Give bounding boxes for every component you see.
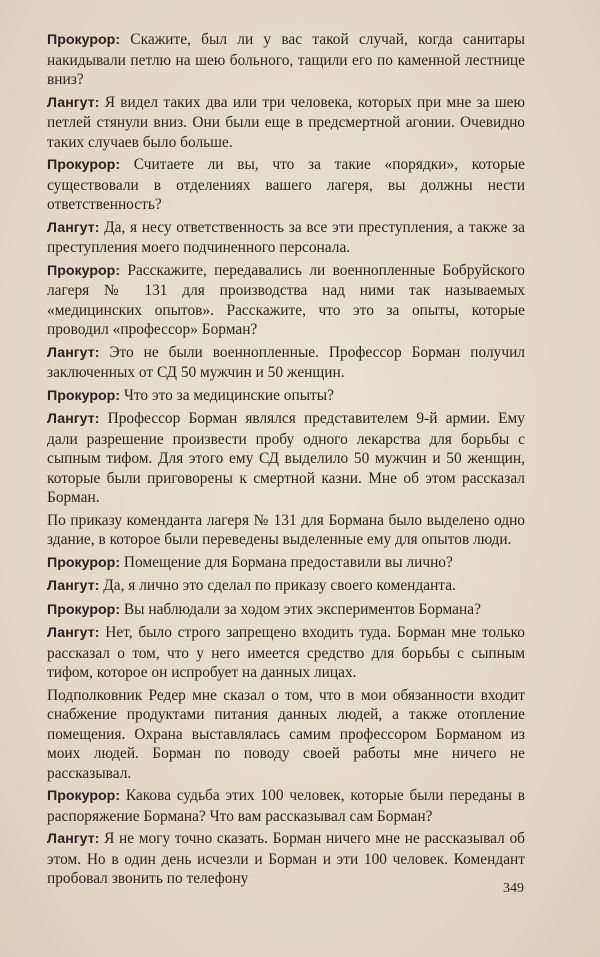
speaker-label: Лангут: [47,94,100,111]
paragraph [47,409,525,508]
speaker-label: Прокурор: [47,387,121,404]
paragraph [47,261,525,340]
paragraph-text: По приказу коменданта лагеря № 131 для Бормана было выделено одно здание, в которое были переведены выделенные ему для опытов люди. [47,511,525,548]
speaker-label: Лангут: [47,411,100,427]
paragraph-text: Вы наблюдали за ходом этих экспериментов Бормана? [120,600,481,618]
paragraph-text: Считаете ли вы, что за такие «порядки», которые существовали в отделениях вашего лагеря, вы должны нести ответственность? [47,156,525,213]
paragraph-text: Расскажите, передавались ли военнопленные Бобруйского лагеря № 131 для производства над ними так называемых «медицинских опытов». Расскажите, что это за опыты, которые проводил «профессор» Борман? [47,261,525,338]
paragraph-text: Какова судьба этих 100 человек, которые были переданы в распоряжение Бормана? Что вам рассказывал сам Борман? [47,787,525,825]
page-body [47,30,525,892]
speaker-label: Лангут: [47,344,100,361]
paragraph [47,343,525,383]
paragraph-text: Нет, было строго запрещено входить туда. Борман мне только рассказал о том, что у него имеется средство для борьбы с сыпным тифом, которое он испробует на данных лицах. [47,624,525,681]
paragraph [47,686,525,784]
paragraph [47,93,525,153]
paragraph-text: Да, я несу ответственность за все эти преступления, а также за преступления моего подчиненного персонала. [47,218,525,256]
paragraph-text: Скажите, был ли у вас такой случай, когда санитары накидывали петлю на шею больного, тащили его по каменной лестнице вниз? [47,31,525,88]
paragraph [47,218,525,258]
paragraph [47,386,525,407]
paragraph [47,155,525,215]
speaker-label: Прокурор: [47,601,121,618]
paragraph-text: Подполковник Редер мне сказал о том, что в мои обязанности входит снабжение продуктами питания данных людей, а также отопление помещения. Охрана выставлялась самим профессором Борманом из моих людей. Борман по поводу своей работы мне ничего не рассказывал. [47,686,525,782]
paragraph-text: Я не могу точно сказать. Борман ничего мне не рассказывал об этом. Но в один день исчезли и Борман и эти 100 человек. Комендант пробовал звонить по телефону [47,830,525,887]
paragraph-text: Помещение для Бормана предоставили вы лично? [120,553,453,571]
speaker-label: Прокурор: [47,554,121,571]
paragraph [47,553,525,574]
speaker-label: Прокурор: [47,157,121,173]
paragraph [47,30,525,90]
speaker-label: Лангут: [47,219,100,236]
paragraph-text: Профессор Борман являлся представителем 9-й армии. Ему дали разрешение произвести пробу одного лекарства для борьбы с сыпным тифом. Для этого ему СД выделило 50 мужчин и 50 женщин, которые были приговорены к смертной казни. Мне об этом рассказал Борман. [47,410,525,506]
paragraph-text: Я видел таких два или три человека, которых при мне за шею петлей стянули вниз. Они были еще в предсмертной агонии. Очевидно таких случаев было больше. [47,93,525,151]
speaker-label: Прокурор: [47,262,121,279]
paragraph [47,786,525,826]
speaker-label: Лангут: [47,625,100,641]
speaker-label: Прокурор: [47,32,121,48]
paragraph-text: Да, я лично это сделал по приказу своего коменданта. [99,577,456,594]
paragraph-text: Это не были военнопленные. Профессор Борман получил заключенных от СД 50 мужчин и 50 женщин. [47,343,525,381]
paragraph [47,511,525,550]
paragraph [47,576,525,597]
paragraph [47,600,525,621]
speaker-label: Лангут: [47,831,100,847]
speaker-label: Прокурор: [47,788,121,804]
paragraph [47,623,525,683]
paragraph [47,829,525,889]
speaker-label: Лангут: [47,578,100,594]
paragraph-text: Что это за медицинские опыты? [120,386,334,404]
page-number: 349 [503,881,524,896]
